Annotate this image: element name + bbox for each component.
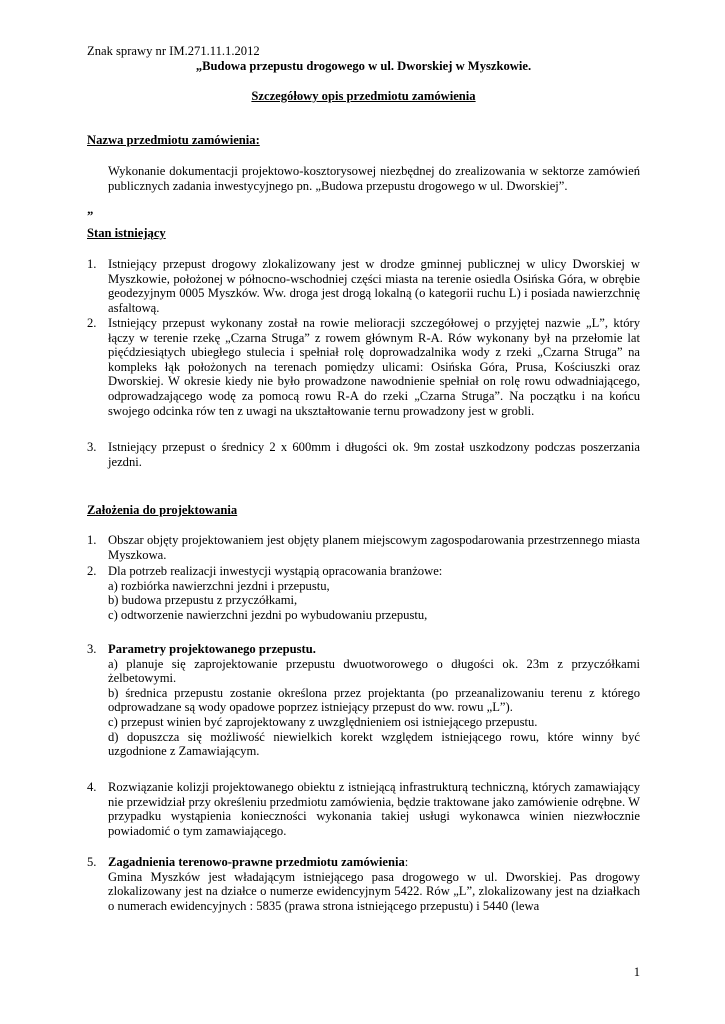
item-title: Parametry projektowanego przepustu. [108,642,316,656]
list-number: 5. [87,855,97,869]
section-heading-state: Stan istniejący [87,226,166,240]
list-number: 1. [87,257,97,271]
item-title: Zagadnienia terenowo-prawne przedmiotu zamówienia [108,855,405,869]
document-title: Szczegółowy opis przedmiotu zamówienia [251,89,476,103]
list-item: Rozwiązanie kolizji projektowanego obiektu z istniejącą infrastrukturą techniczną, których zamawiający nie przewidział przy określeniu przedmiotu zamówienia, będzie traktowane jako zamówienie odrębne. W przypadku wystąpienia konieczności wykonania takiej usługi wykonawca winien niezwłocznie powiadomić o tym zamawiającego. [108,780,640,838]
sub-item: b) budowa przepustu z przyczółkami, [108,593,298,608]
sub-item: a) rozbiórka nawierzchni jezdni i przepustu, [108,578,330,593]
item-text: Gmina Myszków jest władającym istniejącego pasa drogowego w ul. Dworskiej. Pas drogowy zlokalizowany jest na działce o numerze ewidencyjnym 5422. Rów „L”, zlokalizowany jest na działkach o numerach ewidencyjnych : 5835 (prawa strona istniejącego przepustu) i 5440 (lewa [108,869,640,913]
section-heading-design: Założenia do projektowania [87,503,238,517]
item-title-line [108,855,640,870]
list-item: Istniejący przepust wykonany został na rowie melioracji szczegółowej o przyjętej nazwie „L”, który łączy w terenie rzekę „Czarna Struga” z rowem głównym R-A. Rów wykonany był na przełomie lat pięćdziesiątych ubiegłego stulecia i spełniał rolę doprowadzalnika wody z rzeki „Czarna Struga” na kompleks łąk położonych na terenach pomiędzy ulicami: Osińska Góra, Prusa, Kościuszki oraz Dworskiej. W okresie kiedy nie było prowadzone nawodnienie spełniał on rolę rowu odwadniającego, odprowadzającego wodę za pomocą rowu R-A do rzeki „Czarna Struga”. Na początku i na końcu swojego odcinka rów ten z uwagi na ukształtowanie ternu prowadzony jest w grobli. [108,316,640,418]
item-text: Dla potrzeb realizacji inwestycji wystąpią opracowania branżowe: [108,564,443,578]
sub-item: c) przepust winien być zaprojektowany z uwzględnieniem osi istniejącego przepustu. [108,714,538,729]
sub-item: a) planuje się zaprojektowanie przepustu dwuotworowego o długości ok. 23m z przyczółkami żelbetowymi. [108,656,640,686]
page-number: 1 [633,965,640,979]
list-item: Obszar objęty projektowaniem jest objęty planem miejscowym zagospodarowania przestrzennego miasta Myszkowa. [108,533,640,562]
list-number: 2. [87,564,97,578]
list-item [108,564,640,622]
list-number: 3. [87,642,97,656]
list-item: Istniejący przepust drogowy zlokalizowany jest w drodze gminnej publicznej w ulicy Dworskiej w Myszkowie, położonej w północno-wschodniej części miasta na terenie osiedla Osińska Góra, w obrębie geodezyjnym 0005 Myszków. Ww. droga jest drogą lokalną (o kategorii ruchu L) i posiada nawierzchnię asfaltową. [108,257,640,315]
case-number: Znak sprawy nr IM.271.11.1.2012 [87,44,260,58]
subject-description: Wykonanie dokumentacji projektowo-kosztorysowej niezbędnej do zrealizowania w sektorze zamówień publicznych zadania inwestycyjnego pn. „Budowa przepustu drogowego w ul. Dworskiej”. [108,164,640,193]
stray-quote-mark: ” [87,209,94,223]
list-number: 1. [87,533,97,547]
list-number: 4. [87,780,97,794]
list-item [108,642,640,759]
sub-item: c) odtworzenie nawierzchni jezdni po wybudowaniu przepustu, [108,607,428,622]
list-number: 3. [87,440,97,454]
sub-item: d) dopuszcza się możliwość niewielkich korekt względem istniejącego rowu, które winny być uzgodnione z Zamawiającym. [108,729,640,759]
section-heading-name: Nazwa przedmiotu zamówienia: [87,133,260,147]
list-item [108,855,640,913]
item-title-suffix: : [404,855,409,869]
sub-item: b) średnica przepustu zostanie określona przez projektanta (po przeanalizowaniu terenu z którego odprowadzane są wody opadowe poprzez istniejący przepust do ww. rowu „L”). [108,685,640,715]
list-number: 2. [87,316,97,330]
list-item: Istniejący przepust o średnicy 2 x 600mm i długości ok. 9m został uszkodzony podczas poszerzania jezdni. [108,440,640,469]
project-title: „Budowa przepustu drogowego w ul. Dworskiej w Myszkowie. [195,59,532,73]
